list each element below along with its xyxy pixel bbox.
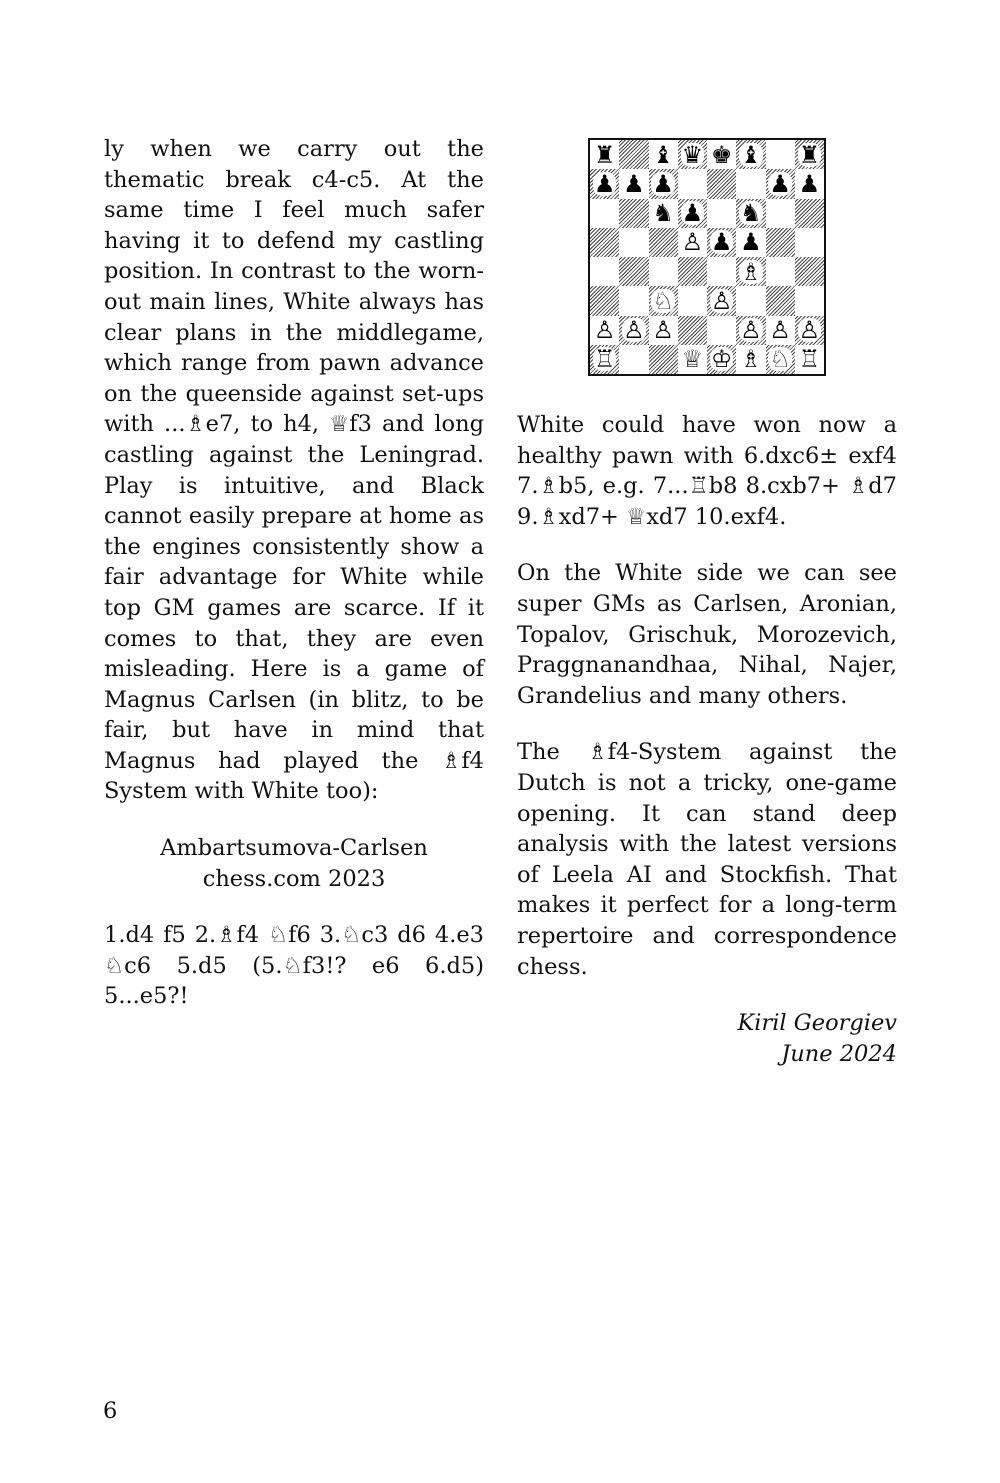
- board-square: [619, 286, 648, 315]
- board-square: [795, 228, 824, 257]
- chess-piece-icon: ♔: [710, 345, 733, 374]
- left-column: [104, 134, 484, 1012]
- board-square: [795, 140, 824, 169]
- board-square: [678, 345, 707, 374]
- chess-piece-icon: ♞: [740, 199, 762, 228]
- board-square: [619, 228, 648, 257]
- chess-piece-icon: ♟: [769, 169, 791, 198]
- board-square: [766, 286, 795, 315]
- board-square: [707, 228, 736, 257]
- chess-board: [590, 140, 824, 374]
- board-square: [590, 316, 619, 345]
- signature: [517, 1008, 897, 1069]
- game-players: Ambartsumova-Carlsen: [160, 835, 428, 862]
- body-paragraph: On the White side we can see super GMs as Carlsen, Aronian, Topalov, Grischuk, Morozevich, Praggnanandhaa, Nihal, Najer, Grandelius and many others.: [517, 560, 897, 709]
- chess-piece-icon: ♙: [623, 316, 645, 345]
- board-square: [795, 316, 824, 345]
- board-square: [590, 169, 619, 198]
- board-square: [766, 140, 795, 169]
- chess-piece-icon: ♟: [681, 199, 704, 228]
- board-square: [590, 286, 619, 315]
- chess-piece-icon: ♝: [652, 140, 674, 169]
- board-square: [707, 199, 736, 228]
- chess-diagram: [588, 138, 826, 376]
- body-paragraph: ly when we carry out the thematic break c4-c5. At the same time I feel much safer having it to defend my castling position. In contrast to the worn-out main lines, White always has clear plans in the middlegame, which range from pawn advance on the queenside against set-ups with ...♗e7, to h4, ♕f3 and long castling against the Leningrad. Play is intuitive, and Black cannot easily prepare at home as the engines consistently show a fair advantage for White while top GM games are scarce. If it comes to that, they are even misleading. Here is a game of Magnus Carlsen (in blitz, to be fair, but have in mind that Magnus had played the ♗f4 System with White too):: [104, 136, 484, 805]
- board-square: [590, 199, 619, 228]
- page-number: 6: [103, 1398, 118, 1424]
- board-square: [795, 286, 824, 315]
- board-square: [707, 140, 736, 169]
- board-square: [678, 286, 707, 315]
- board-square: [649, 228, 678, 257]
- board-square: [707, 316, 736, 345]
- board-square: [707, 257, 736, 286]
- board-square: [590, 257, 619, 286]
- chess-piece-icon: ♙: [740, 316, 762, 345]
- board-square: [649, 257, 678, 286]
- chess-piece-icon: ♞: [652, 199, 674, 228]
- chess-piece-icon: ♙: [798, 316, 821, 345]
- board-square: [736, 257, 765, 286]
- game-heading: [104, 833, 484, 894]
- chess-piece-icon: ♖: [593, 345, 616, 374]
- chess-piece-icon: ♟: [740, 228, 762, 257]
- chess-piece-icon: ♙: [710, 286, 733, 315]
- board-square: [766, 169, 795, 198]
- board-square: [736, 199, 765, 228]
- author-name: Kiril Georgiev: [737, 1010, 897, 1037]
- board-square: [649, 345, 678, 374]
- board-square: [736, 345, 765, 374]
- chess-piece-icon: ♟: [710, 228, 733, 257]
- game-event: chess.com 2023: [202, 865, 386, 892]
- board-square: [766, 228, 795, 257]
- board-square: [619, 169, 648, 198]
- board-square: [736, 286, 765, 315]
- board-square: [678, 257, 707, 286]
- chess-piece-icon: ♜: [798, 140, 821, 169]
- board-square: [649, 316, 678, 345]
- chess-piece-icon: ♜: [593, 140, 616, 169]
- board-square: [736, 316, 765, 345]
- right-column: [517, 138, 897, 1069]
- board-square: [678, 316, 707, 345]
- chess-piece-icon: ♙: [593, 316, 616, 345]
- board-square: [678, 228, 707, 257]
- board-square: [649, 199, 678, 228]
- board-square: [736, 169, 765, 198]
- chess-piece-icon: ♘: [652, 286, 674, 315]
- chess-piece-icon: ♝: [740, 140, 762, 169]
- board-square: [590, 345, 619, 374]
- board-square: [619, 257, 648, 286]
- body-paragraph: The ♗f4-System against the Dutch is not a tricky, one-game opening. It can stand deep analysis with the latest versions of Leela AI and Stockfish. That makes it perfect for a long-term repertoire and correspondence chess.: [517, 739, 897, 980]
- signature-date: June 2024: [781, 1040, 897, 1067]
- board-square: [736, 228, 765, 257]
- board-square: [590, 140, 619, 169]
- board-square: [736, 140, 765, 169]
- chess-piece-icon: ♟: [593, 169, 616, 198]
- board-square: [766, 199, 795, 228]
- board-square: [678, 199, 707, 228]
- body-paragraph: White could have won now a healthy pawn with 6.dxc6± exf4 7.♗b5, e.g. 7...♖b8 8.cxb7+ ♗d7 9.♗xd7+ ♕xd7 10.exf4.: [517, 412, 897, 530]
- board-square: [766, 316, 795, 345]
- board-square: [766, 257, 795, 286]
- chess-piece-icon: ♟: [798, 169, 821, 198]
- board-square: [795, 169, 824, 198]
- chess-piece-icon: ♙: [769, 316, 791, 345]
- board-square: [795, 257, 824, 286]
- board-square: [707, 169, 736, 198]
- game-moves: 1.d4 f5 2.♗f4 ♘f6 3.♘c3 d6 4.e3 ♘c6 5.d5 (5.♘f3!? e6 6.d5) 5...e5?!: [104, 922, 484, 1010]
- board-square: [707, 345, 736, 374]
- chess-piece-icon: ♗: [740, 345, 762, 374]
- board-square: [766, 345, 795, 374]
- board-square: [678, 140, 707, 169]
- board-square: [619, 199, 648, 228]
- chess-piece-icon: ♚: [710, 140, 733, 169]
- board-square: [619, 140, 648, 169]
- board-square: [619, 345, 648, 374]
- chess-piece-icon: ♙: [652, 316, 674, 345]
- chess-piece-icon: ♙: [681, 228, 704, 257]
- chess-piece-icon: ♖: [798, 345, 821, 374]
- board-square: [590, 228, 619, 257]
- board-square: [649, 286, 678, 315]
- chess-piece-icon: ♕: [681, 345, 704, 374]
- board-square: [649, 140, 678, 169]
- chess-piece-icon: ♟: [652, 169, 674, 198]
- board-square: [707, 286, 736, 315]
- board-square: [795, 345, 824, 374]
- chess-piece-icon: ♟: [623, 169, 645, 198]
- board-square: [619, 316, 648, 345]
- board-square: [795, 199, 824, 228]
- chess-piece-icon: ♛: [681, 140, 704, 169]
- chess-piece-icon: ♘: [769, 345, 791, 374]
- board-square: [649, 169, 678, 198]
- chess-piece-icon: ♗: [740, 257, 762, 286]
- board-square: [678, 169, 707, 198]
